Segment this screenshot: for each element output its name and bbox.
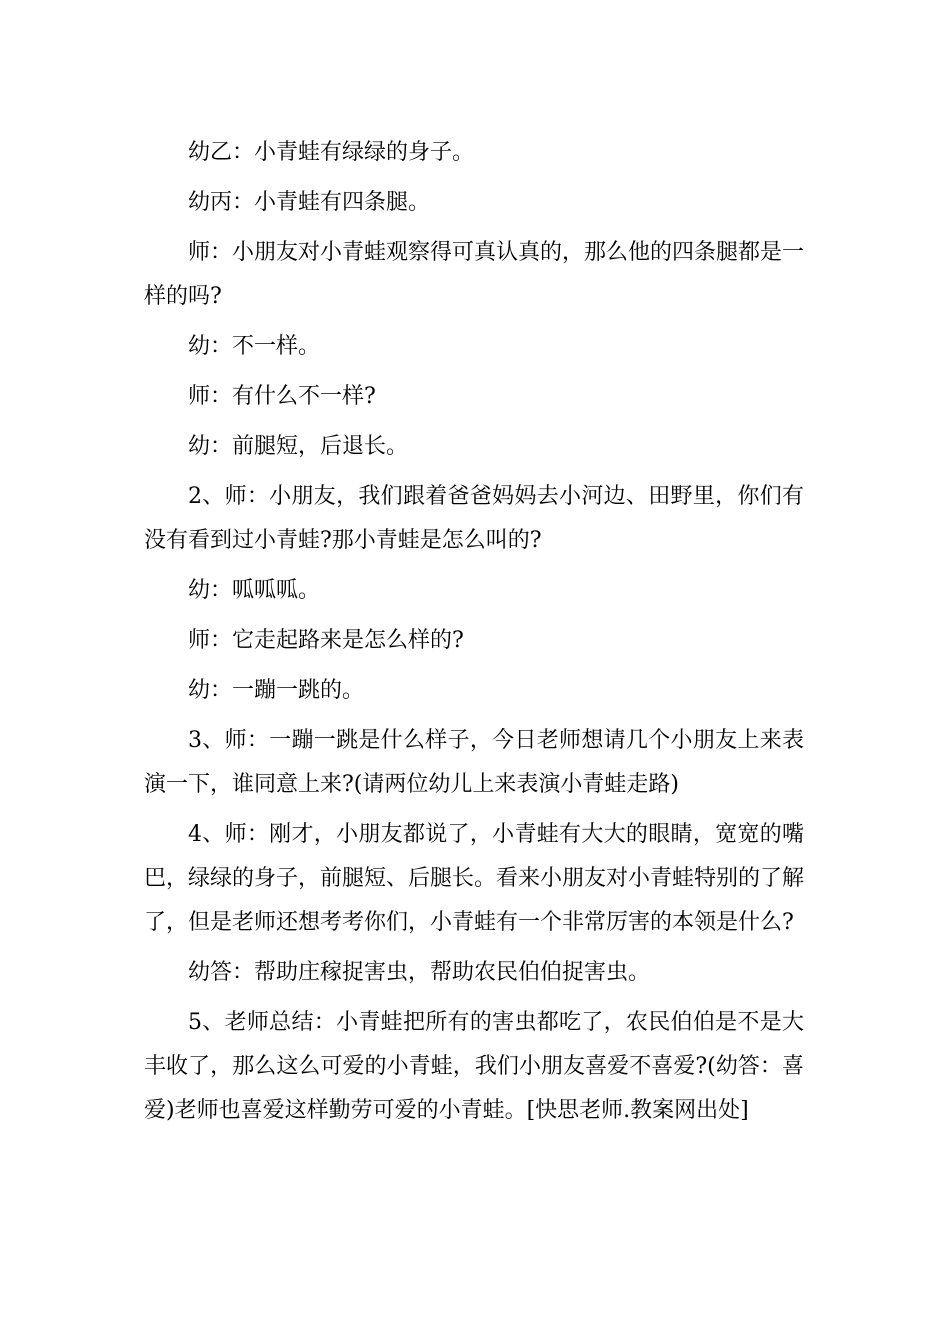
paragraph: 5、老师总结：小青蛙把所有的害虫都吃了，农民伯伯是不是大丰收了，那么这么可爱的小青蛙，我们小朋友喜爱不喜爱?(幼答：喜爱)老师也喜爱这样勤劳可爱的小青蛙。[快思老师.教案网出处] (144, 1010, 804, 1123)
paragraph: 幼答：帮助庄稼捉害虫，帮助农民伯伯捉害虫。 (188, 960, 651, 985)
paragraph: 幼：一蹦一跳的。 (188, 678, 365, 703)
paragraph: 3、师：一蹦一跳是什么样子，今日老师想请几个小朋友上来表演一下，谁同意上来?(请两位幼儿上来表演小青蛙走路) (144, 728, 804, 797)
paragraph: 幼：前腿短，后退长。 (188, 434, 409, 459)
paragraph: 师：它走起路来是怎么样的? (188, 628, 464, 653)
paragraph: 幼：呱呱呱。 (188, 578, 321, 603)
document-body (144, 131, 804, 1139)
paragraph: 幼乙：小青蛙有绿绿的身子。 (188, 140, 475, 165)
paragraph: 幼：不一样。 (188, 334, 321, 359)
paragraph: 师：有什么不一样? (188, 384, 376, 409)
paragraph: 2、师：小朋友，我们跟着爸爸妈妈去小河边、田野里，你们有没有看到过小青蛙?那小青蛙是怎么叫的? (144, 484, 804, 553)
paragraph: 师：小朋友对小青蛙观察得可真认真的，那么他的四条腿都是一样的吗? (144, 240, 805, 309)
paragraph: 4、师：刚才，小朋友都说了，小青蛙有大大的眼睛，宽宽的嘴巴，绿绿的身子，前腿短、后腿长。看来小朋友对小青蛙特别的了解了，但是老师还想考考你们，小青蛙有一个非常厉害的本领是什么? (144, 822, 805, 935)
paragraph: 幼丙：小青蛙有四条腿。 (188, 190, 431, 215)
